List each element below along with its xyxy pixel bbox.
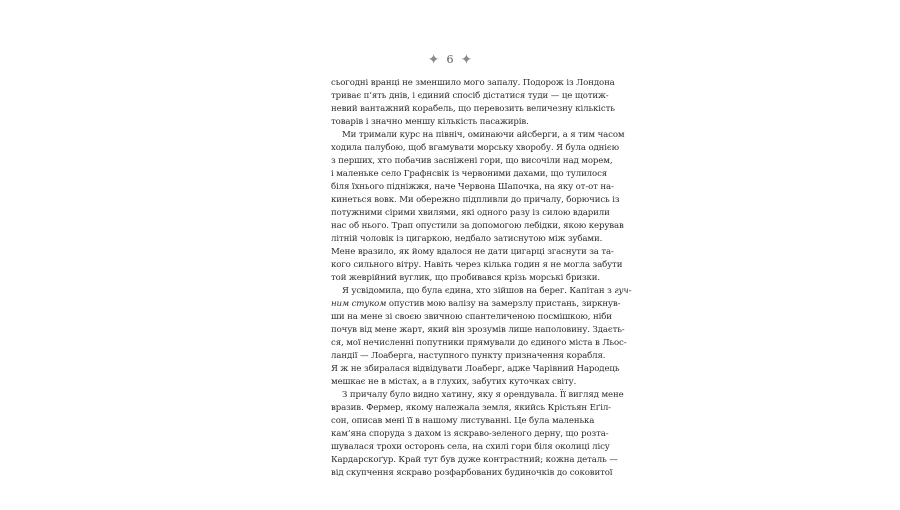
text-line: літній чоловік із цигаркою, недбало затиснутою між зубами. bbox=[331, 234, 603, 244]
text-line: Мене вразило, як йому вдалося не дати цигарці згаснути за та- bbox=[331, 247, 614, 257]
text-line: ходила палубою, щоб вгамувати морську хворобу. Я була однією bbox=[331, 143, 619, 153]
text-line: товарів і значно меншу кількість пасажирів. bbox=[331, 117, 529, 127]
text-line: невий вантажний корабель, що перевозить величезну кількість bbox=[331, 104, 615, 114]
text-line: потужними сірими хвилями, які одного разу із силою вдарили bbox=[331, 208, 610, 218]
text-line: і маленьке село Графнсвік із червоними дахами, що тулилося bbox=[331, 169, 608, 179]
text-line: шувалася трохи осторонь села, на схилі гори біля околиці лісу bbox=[331, 442, 610, 452]
text-line: той жеврійний вуглик, що пробивався крізь морські бризки. bbox=[331, 273, 600, 283]
text-line: кам’яна споруда з дахом із яскраво-зеленого дерну, що розта- bbox=[331, 429, 609, 439]
text-line: ландії — Лоаберга, наступного пункту призначення корабля. bbox=[331, 351, 606, 361]
body-text bbox=[331, 77, 632, 480]
text-line: від скупчення яскраво розфарбованих будиночків до соковитої bbox=[331, 468, 613, 478]
text-line: кого сильного вітру. Навіть через кілька годин я не могла забути bbox=[331, 260, 623, 270]
text-line: з перших, хто побачив засніжені гори, що височіли над морем, bbox=[331, 156, 613, 166]
page-number: 6 bbox=[446, 53, 454, 66]
text-line: З причалу було видно хатину, яку я орендувала. Її вигляд мене bbox=[342, 390, 624, 400]
text-line: нас об нього. Трап опустили за допомогою лебідки, якою керував bbox=[331, 221, 624, 231]
left-ornament-icon: ✦ bbox=[427, 52, 440, 68]
text-line: сон, описав мені її в нашому листуванні. Це була маленька bbox=[331, 416, 595, 426]
text-line: біля їхнього підніжжя, наче Червона Шапочка, на яку от-от на- bbox=[331, 182, 614, 192]
text-line: триває п’ять днів, і єдиний спосіб дістатися туди — це щотиж- bbox=[331, 91, 609, 101]
text-line: ши на мене зі своєю звичною спантеличеною посмішкою, ніби bbox=[331, 312, 612, 322]
text-line: вразив. Фермер, якому належала земля, якийсь Крістьян Еґіл- bbox=[331, 403, 611, 413]
right-ornament-icon: ✦ bbox=[460, 52, 473, 68]
text-line: Я ж не збиралася відвідувати Лоаберг, адже Чарівний Народець bbox=[331, 364, 620, 374]
text-line: сьогодні вранці не зменшило мого запалу. Подорож із Лондона bbox=[331, 78, 615, 88]
text-line: кинеться вовк. Ми обережно підпливли до причалу, борючись із bbox=[331, 195, 620, 205]
text-line: ся, мої нечисленні попутники прямували до єдиного міста в Льос- bbox=[331, 338, 627, 348]
text-line: Ми тримали курс на північ, оминаючи айсберги, а я тим часом bbox=[342, 130, 625, 140]
text-line: Я усвідомила, що була єдина, хто зійшов на берег. Капітан з гуч- bbox=[342, 286, 632, 296]
text-line: ним стуком опустив мою валізу на замерзлу пристань, зиркнув- bbox=[331, 299, 621, 309]
text-line: Кардарскоґур. Край тут був дуже контрастний; кожна деталь — bbox=[331, 455, 618, 465]
text-line: почув від мене жарт, який він зрозумів лише наполовину. Здаєть- bbox=[331, 325, 625, 335]
text-line: мешкає не в містах, а в глухих, забутих куточках світу. bbox=[331, 377, 577, 387]
page-folio bbox=[0, 51, 900, 69]
